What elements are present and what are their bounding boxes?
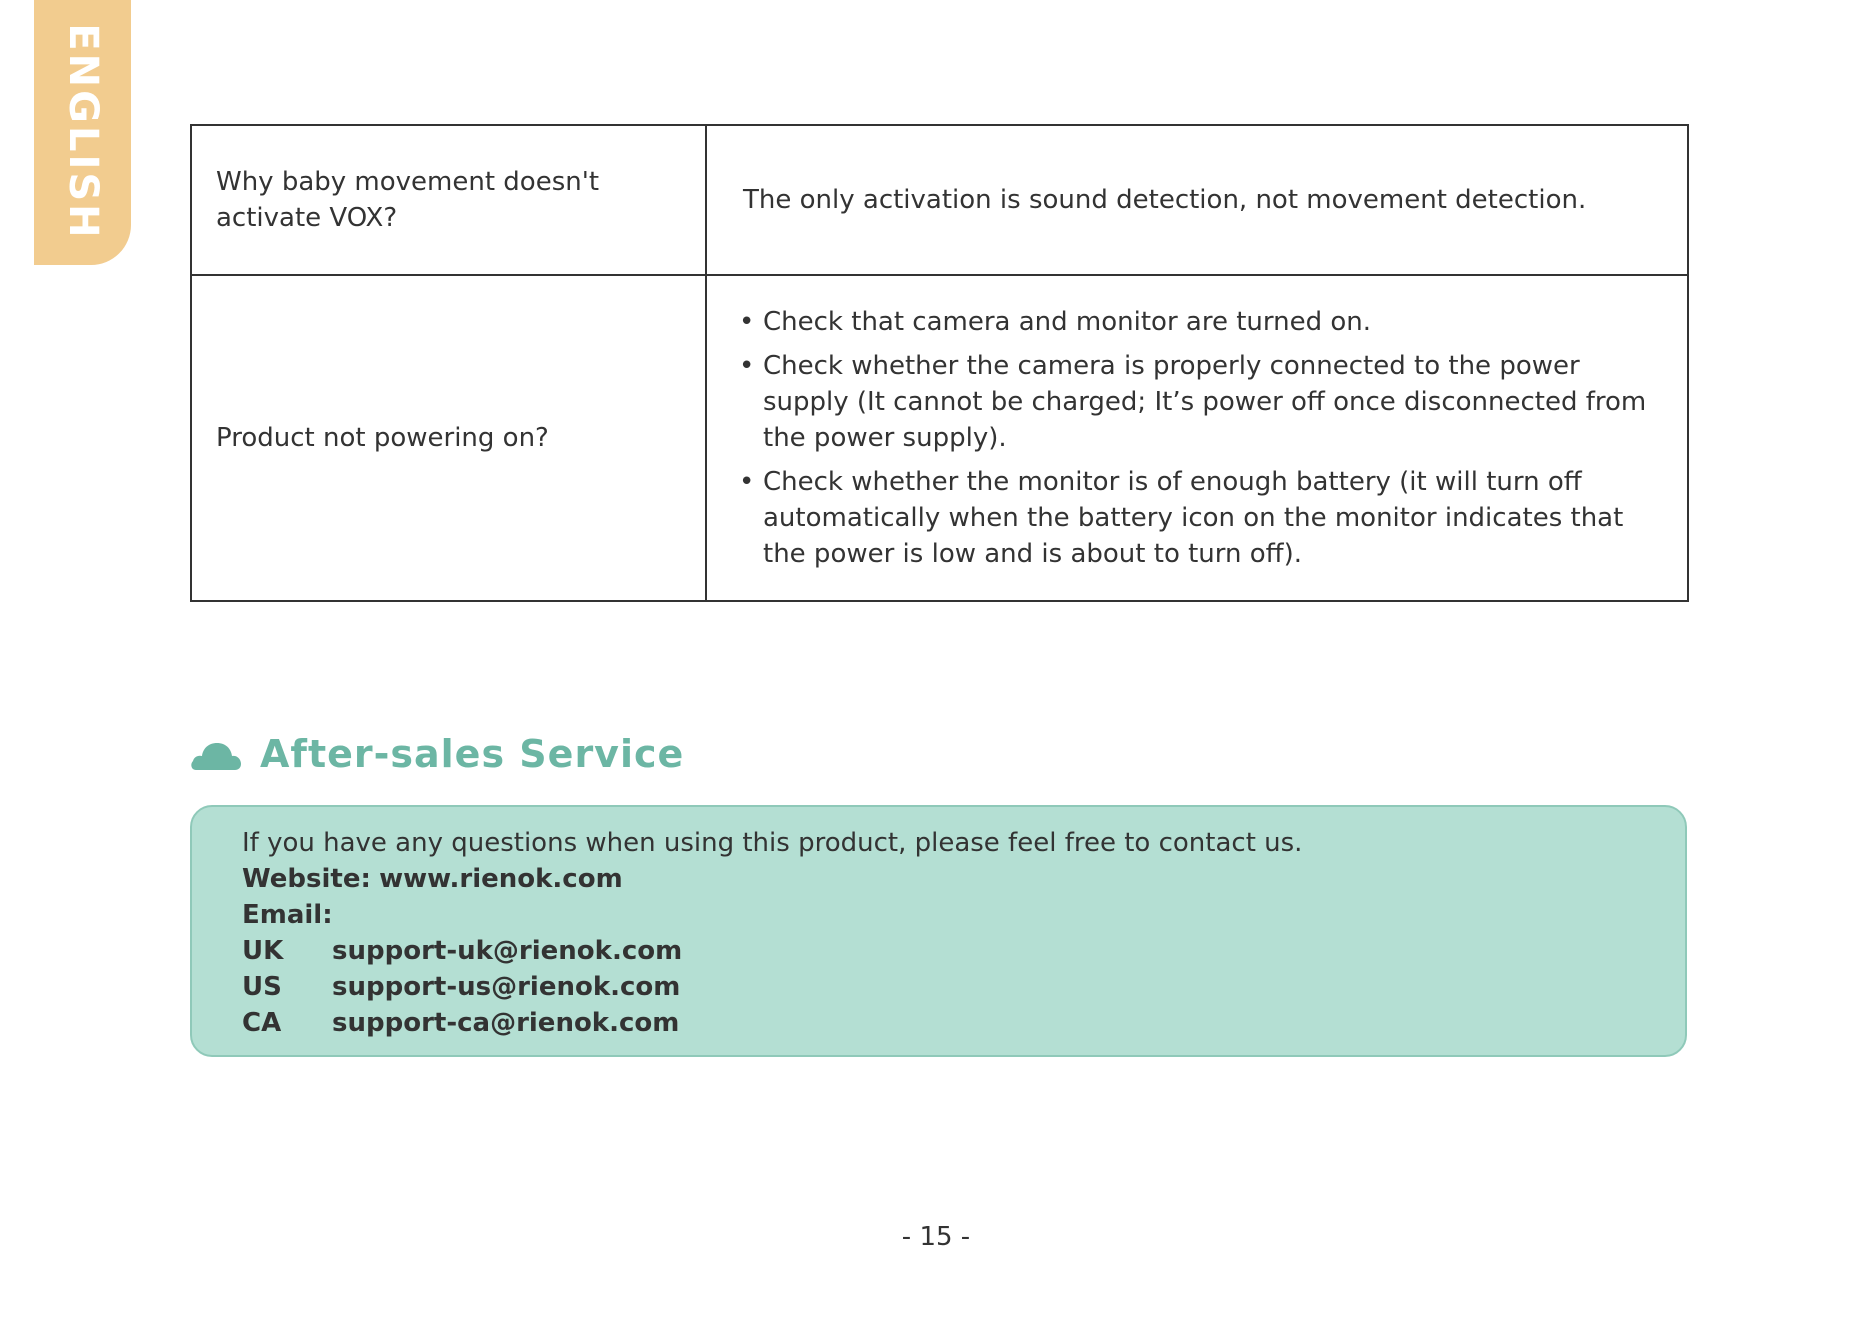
bullet-icon: • xyxy=(739,307,755,337)
faq-answer: The only activation is sound detection, not movement detection. xyxy=(706,125,1688,275)
after-sales-heading xyxy=(190,726,684,782)
cloud-icon xyxy=(190,736,242,772)
faq-answer-item: • Check whether the camera is properly connected to the power supply (It cannot be charged; It’s power off once disconnected from the power supply). xyxy=(763,348,1663,456)
language-label: ENGLISH xyxy=(59,23,106,241)
email-link[interactable]: support-uk@rienok.com xyxy=(332,936,683,966)
email-region: CA xyxy=(242,1008,282,1038)
email-link[interactable]: support-us@rienok.com xyxy=(332,972,681,1002)
bullet-icon: • xyxy=(739,351,755,381)
email-row xyxy=(242,969,1302,1005)
email-region: UK xyxy=(242,936,284,966)
email-label: Email: xyxy=(242,900,333,930)
email-row xyxy=(242,1005,1302,1041)
faq-answer-item: • Check whether the monitor is of enough battery (it will turn off automatically when the battery icon on the monitor indicates that the power is low and is about to turn off). xyxy=(763,464,1663,572)
email-region: US xyxy=(242,972,282,1002)
faq-question: Product not powering on? xyxy=(191,275,706,601)
website-line xyxy=(242,861,1302,897)
language-tab xyxy=(34,0,131,265)
website-label: Website: xyxy=(242,864,371,894)
after-sales-title: After-sales Service xyxy=(260,732,685,776)
faq-question: Why baby movement doesn't activate VOX? xyxy=(191,125,706,275)
faq-table xyxy=(190,124,1689,602)
contact-intro: If you have any questions when using this product, please feel free to contact us. xyxy=(242,828,1303,858)
faq-answer xyxy=(706,275,1688,601)
contact-box xyxy=(190,805,1687,1057)
faq-answer-list xyxy=(739,304,1663,572)
faq-row xyxy=(191,275,1688,601)
faq-row xyxy=(191,125,1688,275)
faq-answer-item: • Check that camera and monitor are turned on. xyxy=(763,304,1663,340)
page-number: - 15 - xyxy=(901,1222,971,1252)
website-link[interactable]: www.rienok.com xyxy=(379,864,623,894)
email-row xyxy=(242,933,1302,969)
email-link[interactable]: support-ca@rienok.com xyxy=(332,1008,680,1038)
bullet-icon: • xyxy=(739,467,755,497)
